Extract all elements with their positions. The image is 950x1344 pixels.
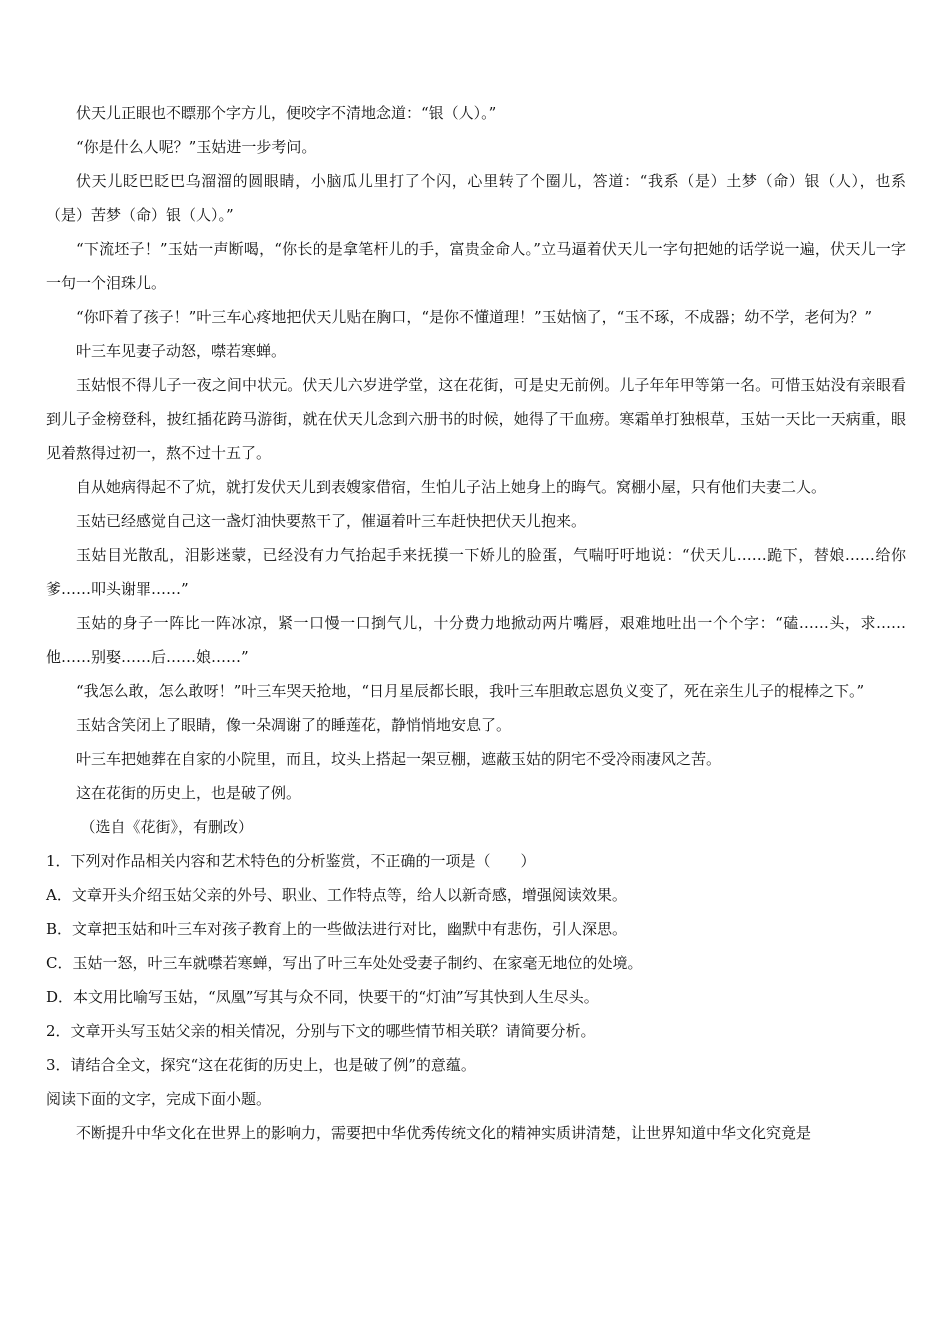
option-b: B．文章把玉姑和叶三车对孩子教育上的一些做法进行对比，幽默中有悲伤，引人深思。 [46, 920, 628, 938]
story-paragraph: 叶三车把她葬在自家的小院里，而且，坟头上搭起一架豆棚，遮蔽玉姑的阴宅不受冷雨凄风之苦。 [76, 750, 722, 768]
story-paragraph: 伏天儿眨巴眨巴乌溜溜的圆眼睛，小脑瓜儿里打了个闪，心里转了个圈儿，答道：“我系（是）土梦（命）银（人），也系（是）苦梦（命）银（人）。” [46, 172, 906, 224]
option-a: A．文章开头介绍玉姑父亲的外号、职业、工作特点等，给人以新奇感，增强阅读效果。 [46, 886, 627, 904]
story-paragraph: 玉姑恨不得儿子一夜之间中状元。伏天儿六岁进学堂，这在花街，可是史无前例。儿子年年甲等第一名。可惜玉姑没有亲眼看到儿子金榜登科，披红插花跨马游街，就在伏天儿念到六册书的时候，她得了干血痨。寒霜单打独根草，玉姑一天比一天病重，眼见着熬得过初一，熬不过十五了。 [46, 376, 906, 462]
story-paragraph: “我怎么敢，怎么敢呀！”叶三车哭天抢地，“日月星辰都长眼，我叶三车胆敢忘恩负义变了，死在亲生儿子的棍棒之下。” [76, 682, 865, 700]
question-2: 2．文章开头写玉姑父亲的相关情况，分别与下文的哪些情节相关联？请简要分析。 [46, 1022, 596, 1040]
story-paragraph: 玉姑的身子一阵比一阵冰凉，紧一口慢一口捯气儿，十分费力地掀动两片嘴唇，艰难地吐出一个个字：“磕……头，求……他……别娶……后……娘……” [46, 614, 906, 666]
story-paragraph: 叶三车见妻子动怒，噤若寒蝉。 [76, 342, 287, 360]
question-3: 3．请结合全文，探究“这在花街的历史上，也是破了例”的意蕴。 [46, 1056, 476, 1074]
option-c: C．玉姑一怒，叶三车就噤若寒蝉，写出了叶三车处处受妻子制约、在家毫无地位的处境。 [46, 954, 643, 972]
option-d: D．本文用比喻写玉姑，“凤凰”写其与众不同，快要干的“灯油”写其快到人生尽头。 [46, 988, 599, 1006]
story-paragraph: 玉姑已经感觉自己这一盏灯油快要熬干了，催逼着叶三车赶快把伏天儿抱来。 [76, 512, 587, 530]
story-paragraph: 玉姑含笑闭上了眼睛，像一朵凋谢了的睡莲花，静悄悄地安息了。 [76, 716, 512, 734]
next-passage-paragraph: 不断提升中华文化在世界上的影响力，需要把中华优秀传统文化的精神实质讲清楚，让世界知道中华文化究竟是 [76, 1124, 812, 1142]
reading-intro: 阅读下面的文字，完成下面小题。 [46, 1090, 272, 1108]
story-paragraph: “你吓着了孩子！”叶三车心疼地把伏天儿贴在胸口，“是你不懂道理！”玉姑恼了，“玉不琢，不成器；幼不学，老何为？” [76, 308, 873, 326]
story-paragraph: “你是什么人呢？”玉姑进一步考问。 [76, 138, 317, 156]
story-paragraph: 伏天儿正眼也不瞟那个字方儿，便咬字不清地念道：“银（人）。” [76, 104, 497, 122]
story-paragraph: “下流坯子！”玉姑一声断喝，“你长的是拿笔杆儿的手，富贵金命人。”立马逼着伏天儿一字句把她的话学说一遍，伏天儿一字一句一个泪珠儿。 [46, 240, 906, 292]
document-page [46, 96, 906, 1150]
question-1: 1．下列对作品相关内容和艺术特色的分析鉴赏，不正确的一项是（ ） [46, 852, 536, 870]
story-paragraph: 这在花街的历史上，也是破了例。 [76, 784, 302, 802]
source-note: （选自《花街》，有删改） [80, 818, 254, 836]
story-paragraph: 自从她病得起不了炕，就打发伏天儿到表嫂家借宿，生怕儿子沾上她身上的晦气。窝棚小屋，只有他们夫妻二人。 [76, 478, 827, 496]
story-paragraph: 玉姑目光散乱，泪影迷蒙，已经没有力气抬起手来抚摸一下娇儿的脸蛋，气喘吁吁地说：“伏天儿……跪下，替娘……给你爹……叩头谢罪……” [46, 546, 906, 598]
